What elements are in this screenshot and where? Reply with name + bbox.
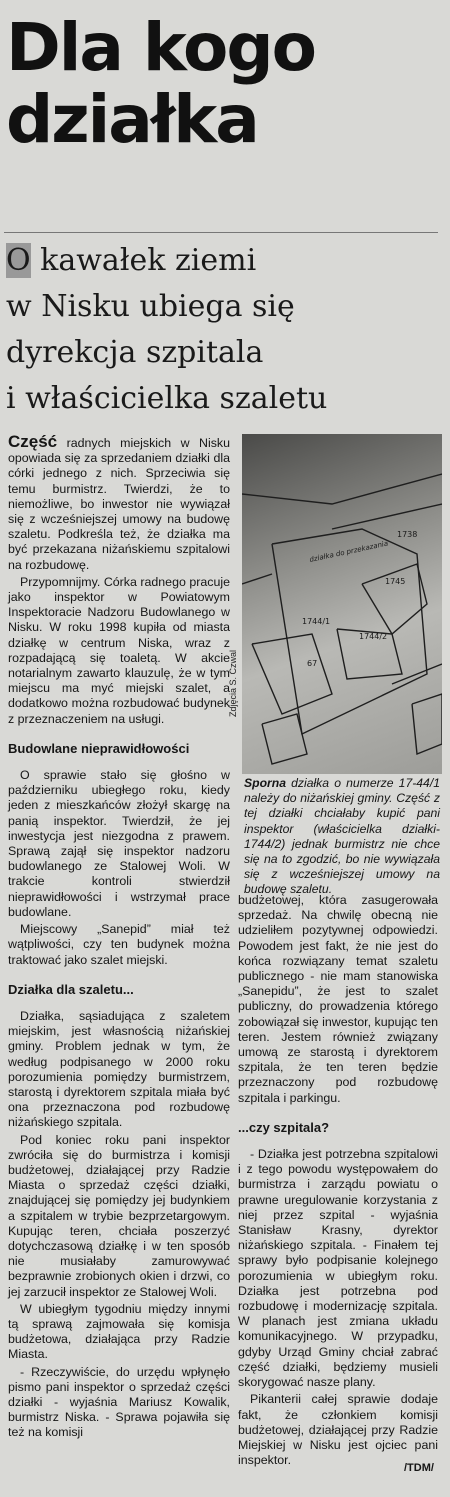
subhead-line-4: i właścicielka szaletu — [6, 381, 328, 416]
paragraph: Działka, sąsiadująca z szaletem miejskim, jest własnością niżańskiej gminy. Problem jednak w tym, że według podpisanego w 2000 roku porozumienia pomiędzy burmistrzem, starostą i dyrektorem szpitala miała być ona przeznaczona pod rozbudowę niżańskiego szpitala. — [8, 1008, 230, 1130]
map-label-1745: 1745 — [385, 577, 406, 586]
map-label-note: działka do przekazania — [308, 539, 389, 564]
paragraph: O sprawie stało się głośno w październiku ubiegłego roku, kiedy jeden z mieszkańców złożył skargę na panią inspektor. Twierdził, że jej inwestycja jest niezgodna z prawem. Sprawą zajął się inspektor nadzoru budowlanego ze Stalowej Woli. W trakcie kontroli stwierdził nieprawidłowości i wstrzymał prace budowlane. — [8, 768, 230, 919]
section-heading: ...czy szpitala? — [238, 1119, 330, 1135]
lead-paragraph — [8, 434, 230, 573]
section-heading: Budowlane nieprawidłowości — [8, 740, 190, 756]
paragraph: W ubiegłym tygodniu między innymi tą sprawą zajmowała się komisja budżetowa, działająca przy Radzie Miasta. — [8, 1301, 230, 1362]
map-photo — [242, 434, 442, 774]
subhead-line-2: w Nisku ubiega się — [6, 289, 295, 324]
paragraph: - Rzeczywiście, do urzędu wpłynęło pismo pani inspektor o sprzedaż części działki - wyjaśnia Mariusz Kowalik, burmistrz Niska. - Sprawa pojawiła się też na komisji — [8, 1364, 230, 1440]
lead-dropcap: Część — [8, 432, 58, 451]
headline — [6, 9, 446, 158]
lead-text: radnych miejskich w Nisku opowiada się za sprzedaniem działki dla córki jednego z nich. Sprzeciwia się temu burmistrz. Twierdzi, że to niemożliwe, bo inwestor nie wywiązał się z wcześniejszej umowy na budowę szaletu. Podkreśla też, że działka ma być przekazana niżańskiemu szpitalowi na rozbudowę. — [8, 436, 230, 572]
headline-rule — [4, 232, 438, 233]
headline-line-1: Dla kogo — [6, 9, 315, 86]
map-label-1744-1: 1744/1 — [302, 617, 331, 626]
section-heading: Działka dla szaletu... — [8, 981, 134, 997]
article-left-column — [8, 434, 230, 1443]
caption-first-word: Sporna — [244, 776, 286, 790]
paragraph: Miejscowy „Sanepid” miał też wątpliwości, czy ten budynek można traktować jako szalet miejski. — [8, 922, 230, 967]
paragraph: Pod koniec roku pani inspektor zwróciła się do burmistrza i komisji budżetowej, działającej przy Radzie Miasta o sprzedaż części działki, znajdującej się pomiędzy jej budynkiem a szpitalem w trybie bezprzetargowym. Kupując teren, chciała poszerzyć dotychczasową działkę i w ten sposób nie musiałaby zamurowywać bezprawnie zrobionych okien i drzwi, co jej zarzucił inspektor ze Stalowej Woli. — [8, 1132, 230, 1299]
map-label-building: 67 — [307, 659, 318, 668]
author-signature: /TDM/ — [404, 1462, 434, 1474]
article-right-column — [238, 893, 438, 1470]
paragraph: Pikanterii całej sprawie dodaje fakt, że członkiem komisji budżetowej, działającej przy Radzie Miejskiej w Nisku jest ojciec pani inspektor. — [238, 1392, 438, 1468]
photo-caption — [244, 776, 440, 898]
map-label-1738: 1738 — [397, 530, 418, 539]
paragraph: Przypomnijmy. Córka radnego pracuje jako inspektor w Powiatowym Inspektoracie Nadzoru Budowlanego w Nisku. W roku 1998 kupiła od miasta działkę w centrum Niska, wraz z rozpadającą się toaletą. W akcie notarialnym zawarto klauzulę, że w tym miejscu ma myć miejski szalet, a dodatkowo można rozbudować budynek z przeznaczeniem na usługi. — [8, 574, 230, 726]
photo-credit: Zdjęcia S. Czwal — [228, 650, 238, 718]
paragraph: - Działka jest potrzebna szpitalowi i z tego powodu występowałem do burmistrza i zarządu powiatu o prawne uregulowanie korzystania z niej przez szpital - wyjaśnia Stanisław Krasny, dyrektor niżańskiego szpitala. - Finałem tej sprawy było podpisanie kolejnego porozumienia w ubiegłym roku. Działka jest potrzebna pod rozbudowę i modernizację szpitala. W planach jest zmiana układu komunikacyjnego. W przypadku, gdyby Urząd Gminy chciał zabrać część działki, będziemy musieli skorygować nasze plany. — [238, 1147, 438, 1390]
headline-line-2: działka — [6, 81, 258, 158]
subhead-line-1: O kawałek ziemi — [6, 243, 257, 278]
paragraph: budżetowej, która zasugerowała sprzedaż. Na chwilę obecną nie udzieliłem pozytywnej odpowiedzi. Powodem jest fakt, że nie jest do końca rozwiązany temat szaletu publicznego - nie mam stanowiska „Sanepidu”, że jest to szalet publiczny, do prowadzenia którego zobowiązał się inwestor, kupując ten teren. Jestem również związany umową ze starostą i dyrektorem szpitala, że ten teren będzie przeznaczony pod rozbudowę szpitala i parkingu. — [238, 893, 438, 1105]
subhead-line-3: dyrekcja szpitala — [6, 335, 264, 370]
caption-text: działka o numerze 17-44/1 należy do niżańskiej gminy. Część z tej działki chciałaby kupić pani inspektor (właścicielka działki- 1744/2) jednak burmistrz nie chce się na to zgodzić, bo nie wywiązała się z wcześniejszej umowy na budowę szaletu. — [244, 776, 440, 897]
map-label-1744-2: 1744/2 — [359, 632, 388, 641]
subheadline — [6, 238, 426, 422]
